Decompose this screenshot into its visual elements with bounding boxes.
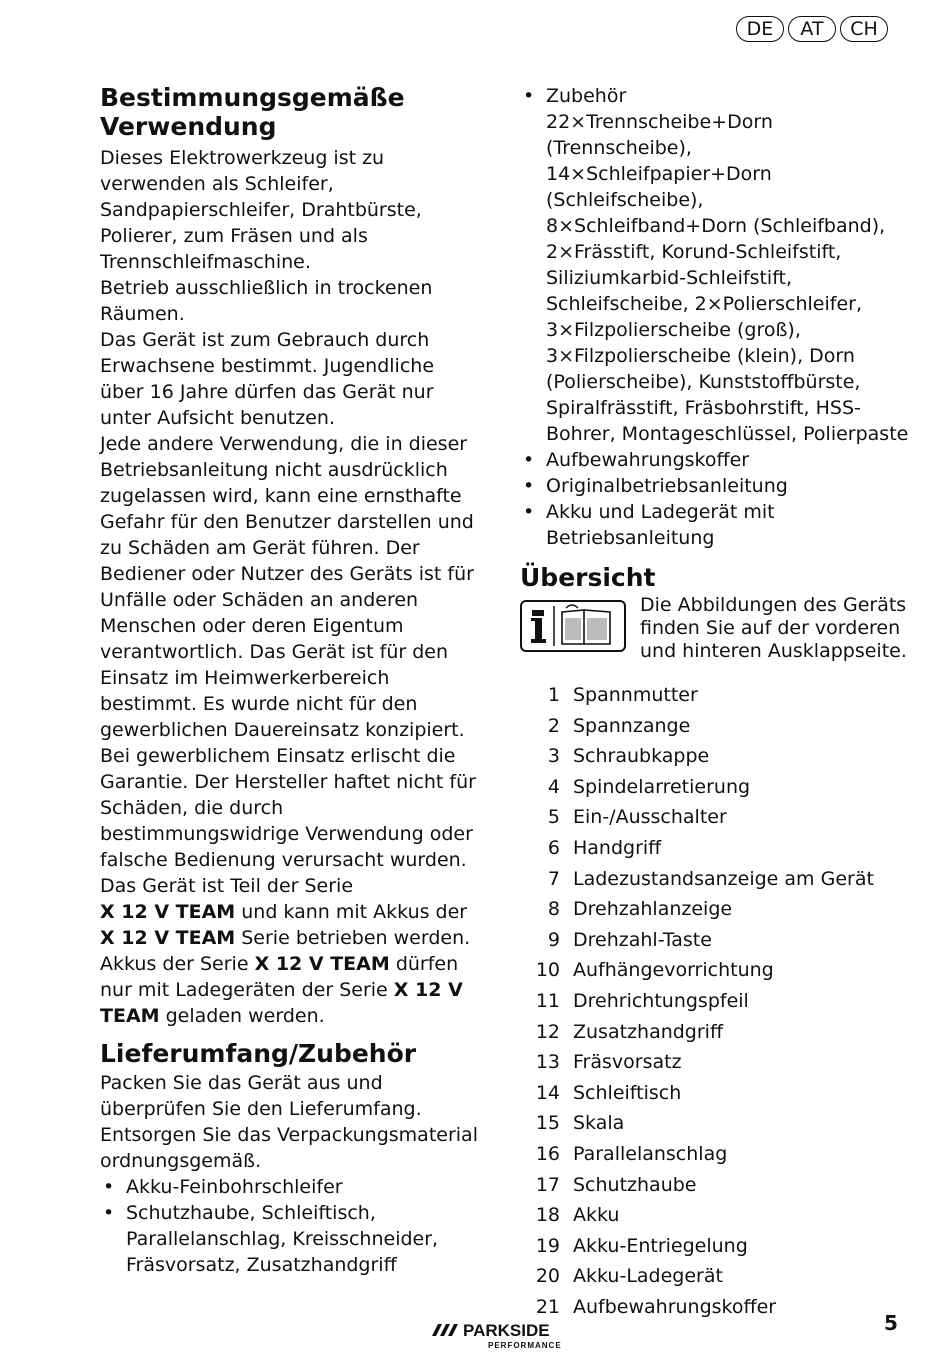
part-item <box>520 772 910 803</box>
part-item <box>520 802 910 833</box>
part-number: 4 <box>547 775 560 798</box>
part-label: Schraubkappe <box>573 745 710 768</box>
part-item <box>520 955 910 986</box>
part-item <box>520 1139 910 1170</box>
part-item <box>520 1047 910 1078</box>
language-badge-at: AT <box>788 16 836 42</box>
intended-use-paragraph-4: Jede andere Verwendung, die in dieser Betriebsanleitung nicht ausdrücklich zugelassen wird, kann eine ernsthafte Gefahr für den Benutzer darstellen und zu Schäden am Gerät führen. Der Bediener oder Nutzer des Geräts ist für Unfälle oder Schäden an anderen Menschen oder deren Eigentum verantwortlich. Das Gerät ist für den Einsatz im Heimwerkerbereich bestimmt. Es wurde nicht für den gewerblichen Dauereinsatz konzipiert. Bei gewerblichem Einsatz erlischt die Garantie. Der Hersteller haftet nicht für Schäden, die durch bestimmungswidrige Verwendung oder falsche Bedienung verursacht wurden. <box>100 433 476 871</box>
series-name: X 12 V TEAM <box>100 979 463 1027</box>
part-label: Schleiftisch <box>573 1081 682 1104</box>
part-number: 16 <box>535 1142 560 1165</box>
part-label: Fräsvorsatz <box>573 1051 682 1074</box>
part-label: Parallelanschlag <box>573 1142 728 1165</box>
language-badges <box>736 16 888 42</box>
series-paragraph <box>100 873 480 1029</box>
part-label: Zusatzhandgriff <box>573 1020 724 1043</box>
part-label: Akku-Ladegerät <box>573 1265 723 1288</box>
part-label: Ein-/Ausschalter <box>573 806 727 829</box>
part-item <box>520 894 910 925</box>
series-text-mid3: dürfen nur mit Ladegeräten der Serie <box>100 953 459 1001</box>
part-label: Drehzahl-Taste <box>573 928 712 951</box>
part-item <box>520 741 910 772</box>
part-number: 11 <box>535 989 560 1012</box>
part-item <box>520 711 910 742</box>
page-number: 5 <box>884 1311 898 1335</box>
part-label: Skala <box>573 1112 625 1135</box>
part-label: Aufhängevorrichtung <box>573 959 774 982</box>
part-item <box>520 1200 910 1231</box>
part-number: 1 <box>547 684 560 706</box>
part-number: 8 <box>547 898 560 921</box>
part-item <box>520 986 910 1017</box>
part-number: 12 <box>535 1020 560 1043</box>
part-number: 5 <box>547 806 560 829</box>
parts-list <box>520 680 910 1322</box>
series-text-mid1: und kann mit Akkus der <box>241 901 468 923</box>
scope-list <box>100 1174 480 1278</box>
part-label: Spannzange <box>573 714 691 737</box>
accessories-title: Zubehör <box>546 85 627 107</box>
svg-text:PERFORMANCE: PERFORMANCE <box>488 1341 562 1350</box>
part-number: 3 <box>547 745 560 768</box>
intended-use-heading-line1: Bestimmungsgemäße <box>100 83 405 112</box>
series-name: X 12 V TEAM <box>100 901 236 923</box>
right-column <box>520 83 910 1322</box>
parkside-logo <box>430 1318 590 1356</box>
part-number: 13 <box>535 1051 560 1074</box>
intended-use-heading <box>100 83 480 141</box>
part-number: 19 <box>535 1234 560 1257</box>
svg-text:PARKSIDE: PARKSIDE <box>463 1321 550 1340</box>
series-text-mid2: Serie betrieben werden. Akkus der Serie <box>100 927 471 975</box>
scope-heading: Lieferumfang/Zubehör <box>100 1039 417 1068</box>
part-item <box>520 925 910 956</box>
part-number: 10 <box>535 959 560 982</box>
part-label: Akku <box>573 1204 620 1227</box>
overview-heading: Übersicht <box>520 563 656 592</box>
part-label: Ladezustandsanzeige am Gerät <box>573 867 874 890</box>
left-column <box>100 83 480 1278</box>
part-label: Akku-Entriegelung <box>573 1234 748 1257</box>
part-label: Handgriff <box>573 836 662 859</box>
part-number: 20 <box>535 1265 560 1288</box>
intended-use-paragraph-1: Dieses Elektrowerkzeug ist zu verwenden als Schleifer, Sandpapierschleifer, Drahtbürste, Polierer, zum Fräsen und als Trennschleifmaschine. <box>100 147 422 273</box>
language-badge-ch: CH <box>840 16 888 42</box>
part-label: Spannmutter <box>573 684 698 706</box>
series-text-pre: Das Gerät ist Teil der Serie <box>100 875 354 897</box>
part-label: Spindelarretierung <box>573 775 751 798</box>
intended-use-heading-line2: Verwendung <box>100 112 277 141</box>
part-item <box>520 1108 910 1139</box>
part-label: Drehzahlanzeige <box>573 898 733 921</box>
scope-list-item: • Aufbewahrungskoffer <box>520 447 910 473</box>
scope-paragraph-1: Packen Sie das Gerät aus und überprüfen Sie den Lieferumfang. <box>100 1072 422 1120</box>
info-note <box>520 594 910 678</box>
part-number: 6 <box>547 836 560 859</box>
part-number: 15 <box>535 1112 560 1135</box>
info-book-icon <box>520 600 626 652</box>
part-item <box>520 1231 910 1262</box>
accessories-list <box>520 83 910 551</box>
part-label: Drehrichtungspfeil <box>573 989 749 1012</box>
part-item <box>520 864 910 895</box>
part-label: Aufbewahrungskoffer <box>573 1295 777 1318</box>
part-number: 14 <box>535 1081 560 1104</box>
series-text-end: geladen werden. <box>165 1005 325 1027</box>
info-text: Die Abbildungen des Geräts finden Sie auf der vorderen und hinteren Ausklappseite. <box>640 594 907 662</box>
part-item <box>520 1017 910 1048</box>
language-badge-de: DE <box>736 16 784 42</box>
intended-use-paragraph-2: Betrieb ausschließlich in trockenen Räumen. <box>100 277 433 325</box>
series-name: X 12 V TEAM <box>100 927 236 949</box>
series-name: X 12 V TEAM <box>254 953 390 975</box>
part-number: 21 <box>535 1295 560 1318</box>
part-item <box>520 1261 910 1292</box>
part-item <box>520 833 910 864</box>
scope-list-item: • Akku und Ladegerät mit Betriebsanleitung <box>520 499 910 551</box>
scope-paragraph-2: Entsorgen Sie das Verpackungsmaterial ordnungsgemäß. <box>100 1124 478 1172</box>
scope-list-item: • Akku-Feinbohrschleifer <box>100 1174 480 1200</box>
scope-list-item: • Originalbetriebsanleitung <box>520 473 910 499</box>
scope-list-item: • Schutzhaube, Schleiftisch, Parallelanschlag, Kreisschneider, Fräsvorsatz, Zusatzhandgriff <box>100 1200 480 1278</box>
part-item <box>520 1078 910 1109</box>
part-label: Schutzhaube <box>573 1173 697 1196</box>
part-number: 7 <box>547 867 560 890</box>
part-number: 2 <box>547 714 560 737</box>
part-item <box>520 680 910 711</box>
part-item <box>520 1170 910 1201</box>
part-number: 18 <box>535 1204 560 1227</box>
intended-use-paragraph-3: Das Gerät ist zum Gebrauch durch Erwachsene bestimmt. Jugendliche über 16 Jahre dürfen das Gerät nur unter Aufsicht benutzen. <box>100 329 435 429</box>
accessories-item <box>520 83 910 447</box>
accessories-detail: 22×Trennscheibe+Dorn (Trennscheibe), 14×Schleifpapier+Dorn (Schleifscheibe), 8×Schleifband+Dorn (Schleifband), 2×Frässtift, Korund-Schleifstift, Siliziumkarbid-Schleifstift, Schleifscheibe, 2×Polierschleifer, 3×Filzpolierscheibe (groß), 3×Filzpolierscheibe (klein), Dorn (Polierscheibe), Kunststoffbürste, Spiralfrässtift, Fräsbohrstift, HSS-Bohrer, Montageschlüssel, Polierpaste <box>546 111 909 445</box>
part-number: 17 <box>535 1173 560 1196</box>
part-number: 9 <box>547 928 560 951</box>
